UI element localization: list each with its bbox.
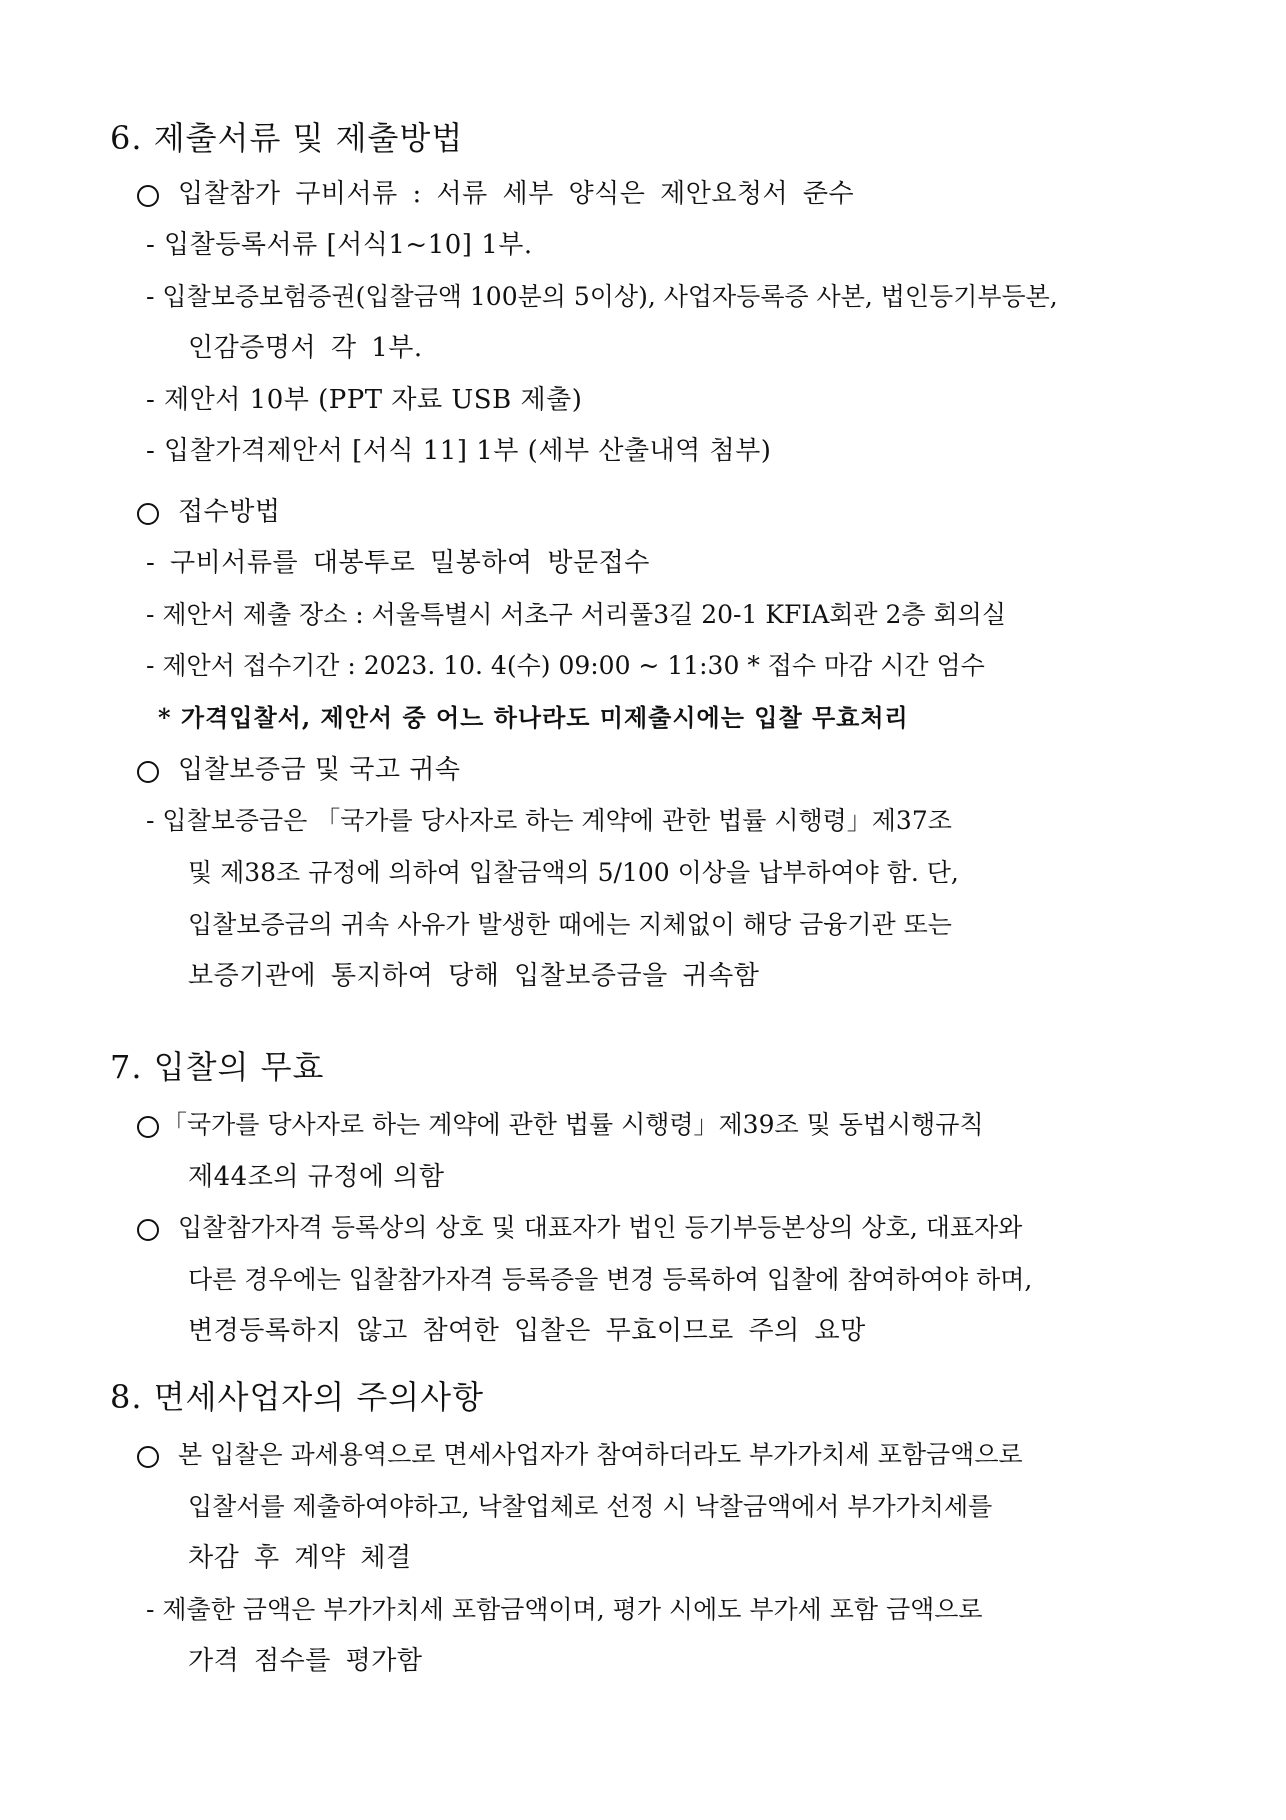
list-item-bond-docs: - 입찰보증보험증권(입찰금액 100분의 5이상), 사업자등록증 사본, 법인등기부등본, <box>146 282 1058 311</box>
list-item-bid-deposit: - 입찰보증금은 「국가를 당사자로 하는 계약에 관한 법률 시행령」제37조 <box>146 806 952 835</box>
list-item-submission-period: - 제안서 접수기간 : 2023. 10. 4(수) 09:00 ~ 11:30 * 접수 마감 시간 엄수 <box>146 651 985 680</box>
circle-bullet-icon <box>137 1446 159 1468</box>
bullet-tax-exempt-cont-2: 차감 후 계약 체결 <box>188 1543 412 1573</box>
section-8-heading: 8. 면세사업자의 주의사항 <box>110 1378 484 1416</box>
circle-bullet-icon <box>137 185 159 207</box>
circle-bullet-icon <box>137 761 159 783</box>
circle-bullet-icon <box>137 503 159 525</box>
bullet-tax-exempt-cont-1: 입찰서를 제출하여야하고, 낙찰업체로 선정 시 낙찰금액에서 부가가치세를 <box>188 1492 993 1521</box>
bullet-invalid-law: 「국가를 당사자로 하는 계약에 관한 법률 시행령」제39조 및 동법시행규칙 <box>162 1110 984 1139</box>
list-item-registration-docs: - 입찰등록서류 [서식1~10] 1부. <box>146 230 533 260</box>
bullet-registration-mismatch-cont-1: 다른 경우에는 입찰참가자격 등록증을 변경 등록하여 입찰에 참여하여야 하며, <box>188 1265 1033 1294</box>
bullet-tax-exempt: 본 입찰은 과세용역으로 면세사업자가 참여하더라도 부가가치세 포함금액으로 <box>178 1440 1023 1469</box>
bullet-submission-method: 접수방법 <box>178 497 281 527</box>
list-item-vat-included: - 제출한 금액은 부가가치세 포함금액이며, 평가 시에도 부가세 포함 금액으로 <box>146 1595 983 1624</box>
list-item-sealed-envelope: - 구비서류를 대봉투로 밀봉하여 방문접수 <box>146 548 650 578</box>
list-item-submission-place: - 제안서 제출 장소 : 서울특별시 서초구 서리풀3길 20-1 KFIA회관 2층 회의실 <box>146 600 1006 629</box>
section-7-heading: 7. 입찰의 무효 <box>110 1048 325 1086</box>
bullet-registration-mismatch: 입찰참가자격 등록상의 상호 및 대표자가 법인 등기부등본상의 상호, 대표자와 <box>178 1213 1023 1242</box>
circle-bullet-icon <box>137 1219 159 1241</box>
list-item-proposal: - 제안서 10부 (PPT 자료 USB 제출) <box>146 385 583 415</box>
list-item-vat-included-cont: 가격 점수를 평가함 <box>188 1646 423 1676</box>
list-item-bond-docs-cont: 인감증명서 각 1부. <box>188 333 423 363</box>
section-6-heading: 6. 제출서류 및 제출방법 <box>110 119 464 157</box>
bullet-required-documents: 입찰참가 구비서류 : 서류 세부 양식은 제안요청서 준수 <box>178 179 855 209</box>
list-item-price-proposal: - 입찰가격제안서 [서식 11] 1부 (세부 산출내역 첨부) <box>146 436 772 466</box>
bullet-bid-deposit: 입찰보증금 및 국고 귀속 <box>178 755 461 785</box>
bullet-registration-mismatch-cont-2: 변경등록하지 않고 참여한 입찰은 무효이므로 주의 요망 <box>188 1316 866 1346</box>
invalid-bid-note: * 가격입찰서, 제안서 중 어느 하나라도 미제출시에는 입찰 무효처리 <box>158 703 909 732</box>
list-item-bid-deposit-cont-1: 및 제38조 규정에 의하여 입찰금액의 5/100 이상을 납부하여야 함. 단, <box>188 858 959 887</box>
circle-bullet-icon <box>137 1116 159 1138</box>
list-item-bid-deposit-cont-2: 입찰보증금의 귀속 사유가 발생한 때에는 지체없이 해당 금융기관 또는 <box>188 910 952 939</box>
list-item-bid-deposit-cont-3: 보증기관에 통지하여 당해 입찰보증금을 귀속함 <box>188 961 760 991</box>
bullet-invalid-law-cont: 제44조의 규정에 의함 <box>188 1162 445 1192</box>
